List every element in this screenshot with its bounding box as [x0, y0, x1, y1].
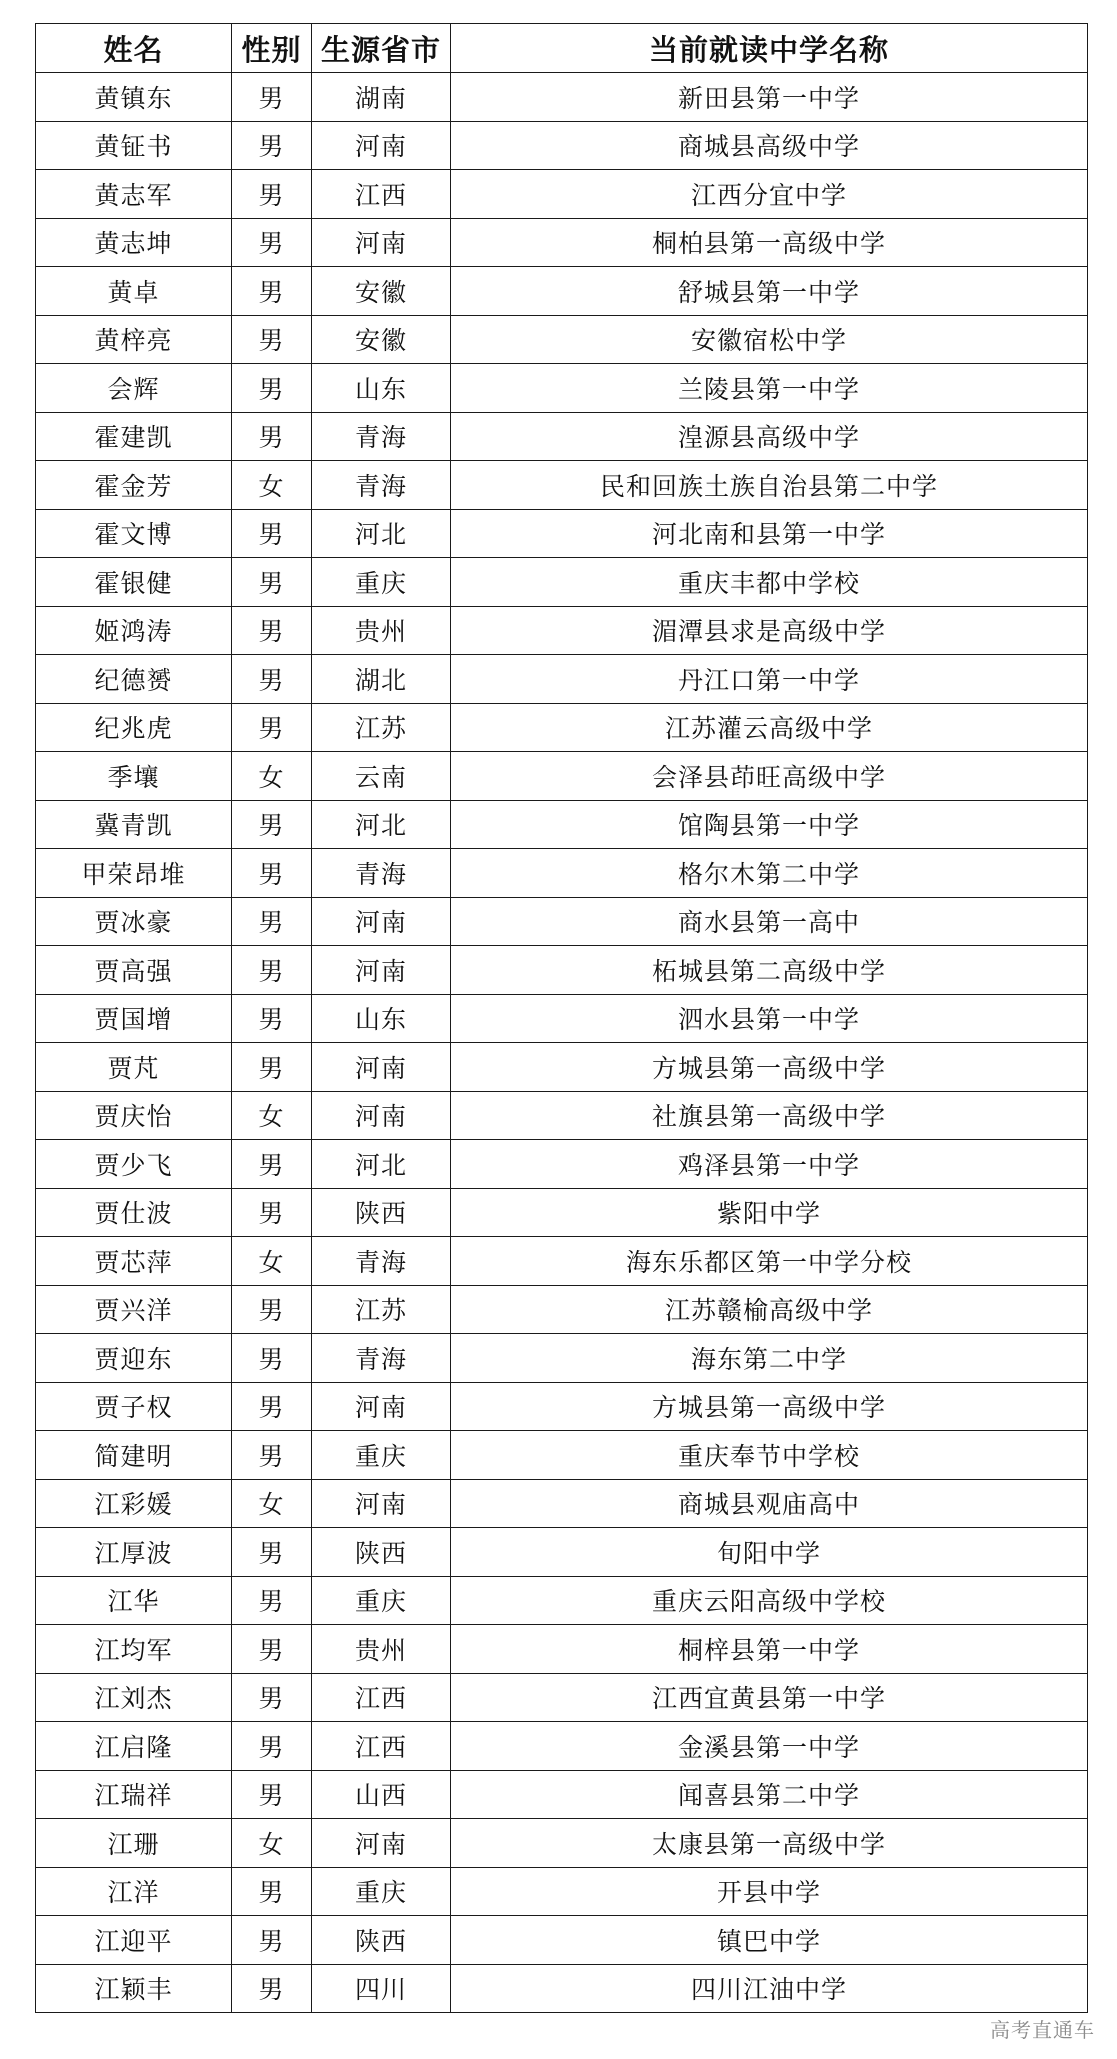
cell-gender: 男 [232, 1188, 312, 1237]
cell-name: 黄志坤 [36, 218, 232, 267]
table-row [36, 315, 1088, 364]
cell-gender: 男 [232, 800, 312, 849]
cell-name: 贾冰豪 [36, 897, 232, 946]
cell-gender: 女 [232, 1091, 312, 1140]
cell-gender: 男 [232, 412, 312, 461]
table-row [36, 849, 1088, 898]
cell-name: 江刘杰 [36, 1673, 232, 1722]
cell-school: 重庆奉节中学校 [451, 1431, 1088, 1480]
cell-name: 贾兴洋 [36, 1285, 232, 1334]
cell-gender: 男 [232, 73, 312, 122]
table-header [36, 24, 1088, 73]
cell-province: 河南 [312, 1819, 451, 1868]
cell-province: 山东 [312, 364, 451, 413]
table-row [36, 461, 1088, 510]
table-row [36, 364, 1088, 413]
cell-name: 贾庆怡 [36, 1091, 232, 1140]
cell-school: 金溪县第一中学 [451, 1722, 1088, 1771]
cell-province: 贵州 [312, 1625, 451, 1674]
cell-gender: 男 [232, 897, 312, 946]
table-row [36, 412, 1088, 461]
header-province: 生源省市 [312, 24, 451, 73]
table-row [36, 1043, 1088, 1092]
cell-name: 江珊 [36, 1819, 232, 1868]
cell-province: 重庆 [312, 558, 451, 607]
cell-province: 贵州 [312, 606, 451, 655]
cell-province: 青海 [312, 849, 451, 898]
table-row [36, 1673, 1088, 1722]
cell-school: 江苏灌云高级中学 [451, 703, 1088, 752]
cell-name: 会辉 [36, 364, 232, 413]
cell-gender: 男 [232, 218, 312, 267]
cell-province: 安徽 [312, 267, 451, 316]
cell-gender: 女 [232, 752, 312, 801]
cell-name: 江启隆 [36, 1722, 232, 1771]
cell-name: 纪德赟 [36, 655, 232, 704]
table-row [36, 703, 1088, 752]
cell-name: 贾芯萍 [36, 1237, 232, 1286]
cell-school: 重庆丰都中学校 [451, 558, 1088, 607]
cell-province: 江西 [312, 170, 451, 219]
cell-province: 安徽 [312, 315, 451, 364]
cell-gender: 男 [232, 1528, 312, 1577]
cell-province: 重庆 [312, 1867, 451, 1916]
cell-school: 鸡泽县第一中学 [451, 1140, 1088, 1189]
cell-name: 黄梓亮 [36, 315, 232, 364]
cell-gender: 男 [232, 1576, 312, 1625]
cell-school: 舒城县第一中学 [451, 267, 1088, 316]
cell-gender: 男 [232, 1722, 312, 1771]
cell-name: 霍文博 [36, 509, 232, 558]
cell-name: 贾迎东 [36, 1334, 232, 1383]
table-row [36, 1140, 1088, 1189]
cell-school: 柘城县第二高级中学 [451, 946, 1088, 995]
table-row [36, 1382, 1088, 1431]
table-row [36, 1188, 1088, 1237]
cell-name: 冀青凯 [36, 800, 232, 849]
cell-name: 江洋 [36, 1867, 232, 1916]
cell-province: 重庆 [312, 1576, 451, 1625]
table-row [36, 1770, 1088, 1819]
cell-province: 青海 [312, 461, 451, 510]
cell-school: 商城县高级中学 [451, 121, 1088, 170]
cell-province: 江苏 [312, 703, 451, 752]
table-row [36, 1964, 1088, 2013]
cell-province: 河南 [312, 218, 451, 267]
cell-name: 黄志军 [36, 170, 232, 219]
cell-province: 云南 [312, 752, 451, 801]
cell-name: 黄镇东 [36, 73, 232, 122]
cell-province: 河南 [312, 121, 451, 170]
table-row [36, 1479, 1088, 1528]
cell-school: 海东乐都区第一中学分校 [451, 1237, 1088, 1286]
cell-province: 河北 [312, 800, 451, 849]
cell-province: 青海 [312, 412, 451, 461]
cell-gender: 男 [232, 1382, 312, 1431]
cell-province: 四川 [312, 1964, 451, 2013]
cell-school: 商水县第一高中 [451, 897, 1088, 946]
cell-school: 民和回族土族自治县第二中学 [451, 461, 1088, 510]
cell-gender: 男 [232, 267, 312, 316]
cell-school: 丹江口第一中学 [451, 655, 1088, 704]
student-table [35, 23, 1088, 2013]
table-row [36, 1334, 1088, 1383]
table-row [36, 73, 1088, 122]
cell-gender: 女 [232, 1237, 312, 1286]
cell-name: 贾少飞 [36, 1140, 232, 1189]
cell-school: 方城县第一高级中学 [451, 1043, 1088, 1092]
header-school: 当前就读中学名称 [451, 24, 1088, 73]
cell-school: 江西分宜中学 [451, 170, 1088, 219]
cell-school: 桐柏县第一高级中学 [451, 218, 1088, 267]
cell-school: 江西宜黄县第一中学 [451, 1673, 1088, 1722]
cell-school: 馆陶县第一中学 [451, 800, 1088, 849]
table-body [36, 73, 1088, 2013]
cell-school: 兰陵县第一中学 [451, 364, 1088, 413]
table-row [36, 1819, 1088, 1868]
header-name: 姓名 [36, 24, 232, 73]
table-row [36, 1722, 1088, 1771]
cell-province: 河南 [312, 1091, 451, 1140]
cell-province: 江西 [312, 1722, 451, 1771]
cell-gender: 男 [232, 1043, 312, 1092]
table-row [36, 1285, 1088, 1334]
cell-province: 湖北 [312, 655, 451, 704]
cell-name: 黄卓 [36, 267, 232, 316]
cell-province: 青海 [312, 1237, 451, 1286]
table-row [36, 1576, 1088, 1625]
cell-school: 太康县第一高级中学 [451, 1819, 1088, 1868]
table-row [36, 994, 1088, 1043]
cell-name: 季壤 [36, 752, 232, 801]
cell-name: 贾高强 [36, 946, 232, 995]
cell-gender: 男 [232, 509, 312, 558]
cell-school: 海东第二中学 [451, 1334, 1088, 1383]
cell-gender: 男 [232, 994, 312, 1043]
table-row [36, 1431, 1088, 1480]
table-row [36, 897, 1088, 946]
cell-province: 重庆 [312, 1431, 451, 1480]
cell-school: 湄潭县求是高级中学 [451, 606, 1088, 655]
cell-school: 河北南和县第一中学 [451, 509, 1088, 558]
cell-name: 贾芃 [36, 1043, 232, 1092]
cell-name: 江颖丰 [36, 1964, 232, 2013]
cell-province: 江西 [312, 1673, 451, 1722]
table-row [36, 267, 1088, 316]
cell-name: 霍银健 [36, 558, 232, 607]
cell-name: 甲荣昂堆 [36, 849, 232, 898]
table-row [36, 558, 1088, 607]
cell-gender: 男 [232, 1770, 312, 1819]
table-row [36, 1528, 1088, 1577]
cell-province: 河南 [312, 1043, 451, 1092]
cell-gender: 男 [232, 1285, 312, 1334]
cell-province: 山东 [312, 994, 451, 1043]
student-table-container [35, 23, 1087, 2013]
table-row [36, 800, 1088, 849]
table-row [36, 606, 1088, 655]
cell-name: 江华 [36, 1576, 232, 1625]
cell-name: 江彩媛 [36, 1479, 232, 1528]
cell-name: 姬鸿涛 [36, 606, 232, 655]
cell-gender: 女 [232, 1479, 312, 1528]
cell-school: 江苏赣榆高级中学 [451, 1285, 1088, 1334]
cell-school: 开县中学 [451, 1867, 1088, 1916]
cell-name: 黄钲书 [36, 121, 232, 170]
cell-province: 河南 [312, 1479, 451, 1528]
cell-gender: 女 [232, 461, 312, 510]
cell-gender: 男 [232, 1964, 312, 2013]
cell-name: 贾国增 [36, 994, 232, 1043]
cell-school: 泗水县第一中学 [451, 994, 1088, 1043]
cell-province: 陕西 [312, 1528, 451, 1577]
cell-school: 格尔木第二中学 [451, 849, 1088, 898]
cell-school: 社旗县第一高级中学 [451, 1091, 1088, 1140]
cell-name: 江迎平 [36, 1916, 232, 1965]
cell-gender: 男 [232, 121, 312, 170]
cell-gender: 男 [232, 558, 312, 607]
cell-gender: 女 [232, 1819, 312, 1868]
table-row [36, 218, 1088, 267]
cell-gender: 男 [232, 655, 312, 704]
cell-name: 霍建凯 [36, 412, 232, 461]
header-gender: 性别 [232, 24, 312, 73]
cell-province: 河南 [312, 1382, 451, 1431]
table-row [36, 1916, 1088, 1965]
cell-name: 贾仕波 [36, 1188, 232, 1237]
cell-school: 方城县第一高级中学 [451, 1382, 1088, 1431]
cell-province: 陕西 [312, 1188, 451, 1237]
cell-province: 河南 [312, 946, 451, 995]
table-row [36, 1625, 1088, 1674]
cell-gender: 男 [232, 1916, 312, 1965]
cell-name: 贾子权 [36, 1382, 232, 1431]
cell-province: 湖南 [312, 73, 451, 122]
cell-gender: 男 [232, 946, 312, 995]
cell-school: 重庆云阳高级中学校 [451, 1576, 1088, 1625]
cell-gender: 男 [232, 1867, 312, 1916]
table-row [36, 509, 1088, 558]
cell-school: 镇巴中学 [451, 1916, 1088, 1965]
cell-school: 四川江油中学 [451, 1964, 1088, 2013]
table-row [36, 752, 1088, 801]
cell-gender: 男 [232, 364, 312, 413]
cell-name: 霍金芳 [36, 461, 232, 510]
cell-province: 青海 [312, 1334, 451, 1383]
cell-gender: 男 [232, 703, 312, 752]
header-row [36, 24, 1088, 73]
cell-gender: 男 [232, 606, 312, 655]
cell-province: 河南 [312, 897, 451, 946]
cell-gender: 男 [232, 849, 312, 898]
watermark: 高考直通车 [990, 2018, 1095, 2042]
cell-school: 闻喜县第二中学 [451, 1770, 1088, 1819]
cell-gender: 男 [232, 315, 312, 364]
cell-school: 安徽宿松中学 [451, 315, 1088, 364]
cell-gender: 男 [232, 1140, 312, 1189]
cell-gender: 男 [232, 1625, 312, 1674]
cell-school: 会泽县茚旺高级中学 [451, 752, 1088, 801]
cell-province: 河北 [312, 509, 451, 558]
cell-province: 河北 [312, 1140, 451, 1189]
cell-province: 江苏 [312, 1285, 451, 1334]
cell-gender: 男 [232, 1334, 312, 1383]
cell-name: 江厚波 [36, 1528, 232, 1577]
table-row [36, 121, 1088, 170]
cell-province: 陕西 [312, 1916, 451, 1965]
table-row [36, 1237, 1088, 1286]
cell-school: 商城县观庙高中 [451, 1479, 1088, 1528]
cell-gender: 男 [232, 1431, 312, 1480]
cell-name: 江瑞祥 [36, 1770, 232, 1819]
cell-name: 江均军 [36, 1625, 232, 1674]
cell-name: 纪兆虎 [36, 703, 232, 752]
cell-school: 桐梓县第一中学 [451, 1625, 1088, 1674]
cell-school: 紫阳中学 [451, 1188, 1088, 1237]
cell-province: 山西 [312, 1770, 451, 1819]
table-row [36, 1867, 1088, 1916]
cell-school: 新田县第一中学 [451, 73, 1088, 122]
cell-name: 简建明 [36, 1431, 232, 1480]
cell-school: 湟源县高级中学 [451, 412, 1088, 461]
cell-school: 旬阳中学 [451, 1528, 1088, 1577]
table-row [36, 946, 1088, 995]
cell-gender: 男 [232, 170, 312, 219]
table-row [36, 1091, 1088, 1140]
cell-gender: 男 [232, 1673, 312, 1722]
table-row [36, 170, 1088, 219]
table-row [36, 655, 1088, 704]
